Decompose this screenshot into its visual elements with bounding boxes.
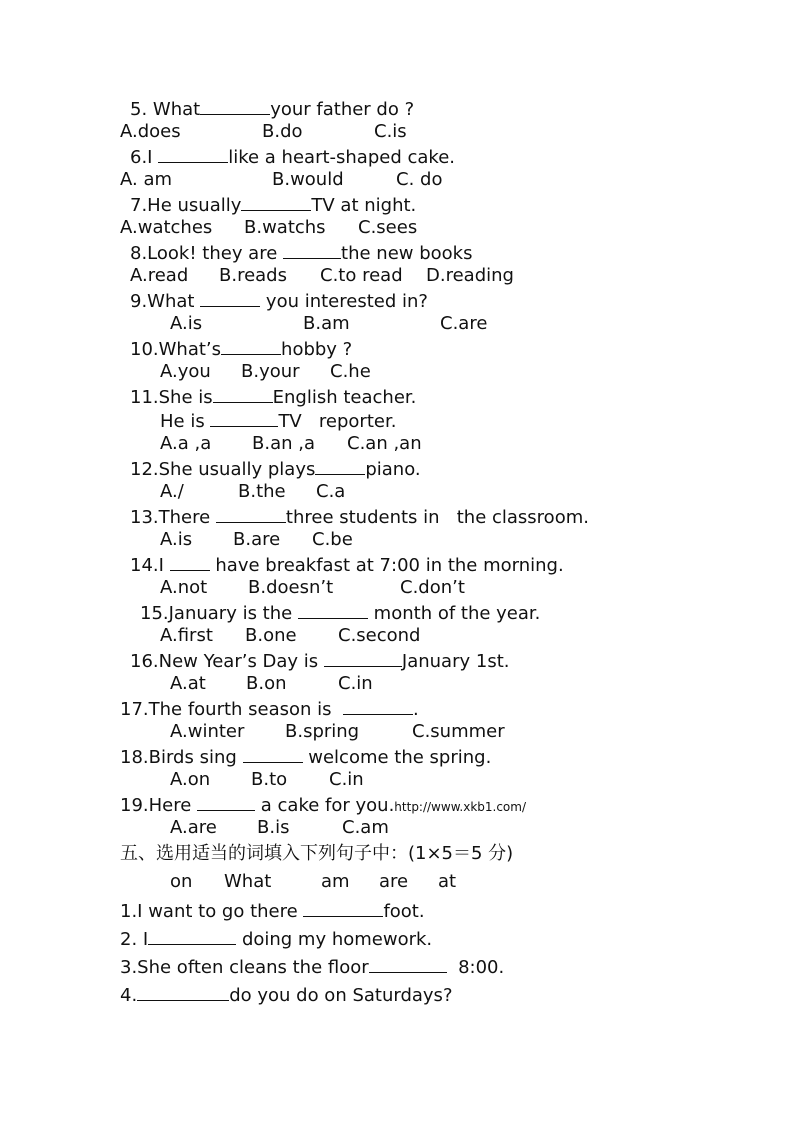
question-14: 14.I have breakfast at 7:00 in the morning.: [130, 552, 564, 578]
question-11: 11.She is English teacher.: [130, 384, 416, 410]
option-b: B.would: [272, 169, 344, 190]
option-c: C.to read: [320, 265, 403, 286]
answer-blank[interactable]: [197, 792, 255, 811]
option-d: D.reading: [426, 265, 514, 286]
option-b: B.am: [303, 313, 350, 334]
answer-blank[interactable]: [315, 456, 365, 475]
word-bank-item: are: [379, 871, 409, 892]
question-9: 9.What you interested in?: [130, 288, 428, 314]
answer-blank[interactable]: [170, 552, 210, 571]
question-15: 15.January is the month of the year.: [140, 600, 540, 626]
watermark-url: http://www.xkb1.com/: [394, 800, 527, 814]
option-a: A./: [160, 481, 184, 502]
fill-question-3: 3.She often cleans the floor 8:00.: [120, 954, 504, 980]
option-b: B.are: [233, 529, 281, 550]
option-a: A.first: [160, 625, 213, 646]
option-c: C.he: [330, 361, 371, 382]
option-b: B.on: [246, 673, 287, 694]
answer-blank[interactable]: [158, 144, 228, 163]
option-b: B.is: [257, 817, 290, 838]
answer-blank[interactable]: [137, 982, 229, 1001]
answer-blank[interactable]: [200, 96, 270, 115]
answer-blank[interactable]: [369, 954, 447, 973]
answer-blank[interactable]: [221, 336, 281, 355]
option-a: A.does: [120, 121, 181, 142]
question-16: 16.New Year’s Day is January 1st.: [130, 648, 509, 674]
question-8: 8.Look! they are the new books: [130, 240, 472, 266]
option-a: A.watches: [120, 217, 213, 238]
option-c: C.in: [329, 769, 364, 790]
section-5-title: 五、选用适当的词填入下列句子中：(1×5＝5 分): [120, 843, 514, 864]
option-b: B.watchs: [244, 217, 326, 238]
question-7: 7.He usually TV at night.: [130, 192, 416, 218]
option-b: B.to: [251, 769, 288, 790]
option-a: A.read: [130, 265, 189, 286]
option-a: A.are: [170, 817, 217, 838]
fill-question-2: 2. I doing my homework.: [120, 926, 432, 952]
question-6: 6.I like a heart-shaped cake.: [130, 144, 455, 170]
answer-blank[interactable]: [243, 744, 303, 763]
option-a: A.a ,a: [160, 433, 212, 454]
option-c: C.a: [316, 481, 346, 502]
option-a: A. am: [120, 169, 173, 190]
answer-blank[interactable]: [324, 648, 402, 667]
option-a: A.at: [170, 673, 206, 694]
option-c: C.second: [338, 625, 421, 646]
option-b: B.an ,a: [252, 433, 315, 454]
answer-blank[interactable]: [303, 898, 383, 917]
option-c: C.summer: [412, 721, 505, 742]
option-b: B.spring: [285, 721, 360, 742]
option-c: C.an ,an: [347, 433, 422, 454]
option-a: A.is: [160, 529, 193, 550]
option-b: B.reads: [219, 265, 287, 286]
option-b: B.do: [262, 121, 303, 142]
answer-blank[interactable]: [343, 696, 413, 715]
option-c: C.are: [440, 313, 488, 334]
option-a: A.winter: [170, 721, 245, 742]
option-c: C.be: [312, 529, 353, 550]
answer-blank[interactable]: [148, 926, 236, 945]
option-a: A.you: [160, 361, 211, 382]
option-c: C. do: [396, 169, 443, 190]
word-bank-item: am: [321, 871, 350, 892]
answer-blank[interactable]: [213, 384, 273, 403]
option-a: A.not: [160, 577, 208, 598]
word-bank-item: at: [438, 871, 457, 892]
question-12: 12.She usually plays piano.: [130, 456, 421, 482]
answer-blank[interactable]: [216, 504, 286, 523]
option-b: B.one: [245, 625, 297, 646]
option-c: C.sees: [358, 217, 418, 238]
answer-blank[interactable]: [200, 288, 260, 307]
word-bank-item: What: [224, 871, 272, 892]
option-c: C.is: [374, 121, 407, 142]
question-5: 5. What your father do ?: [130, 96, 414, 122]
answer-blank[interactable]: [298, 600, 368, 619]
question-10: 10.What’s hobby ?: [130, 336, 352, 362]
question-13: 13.There three students in the classroom.: [130, 504, 589, 530]
option-a: A.is: [170, 313, 203, 334]
option-c: C.don’t: [400, 577, 465, 598]
question-11-line-2: He is TV reporter.: [160, 408, 396, 434]
question-19: 19.Here a cake for you.http://www.xkb1.com/: [120, 792, 526, 819]
option-b: B.the: [238, 481, 286, 502]
fill-question-4: 4. do you do on Saturdays?: [120, 982, 453, 1008]
answer-blank[interactable]: [210, 408, 278, 427]
answer-blank[interactable]: [283, 240, 341, 259]
option-b: B.your: [241, 361, 300, 382]
option-c: C.in: [338, 673, 373, 694]
option-a: A.on: [170, 769, 211, 790]
word-bank-item: on: [170, 871, 193, 892]
question-17: 17.The fourth season is .: [120, 696, 419, 722]
fill-question-1: 1.I want to go there foot.: [120, 898, 425, 924]
option-b: B.doesn’t: [248, 577, 334, 598]
option-c: C.am: [342, 817, 389, 838]
answer-blank[interactable]: [241, 192, 311, 211]
question-18: 18.Birds sing welcome the spring.: [120, 744, 491, 770]
